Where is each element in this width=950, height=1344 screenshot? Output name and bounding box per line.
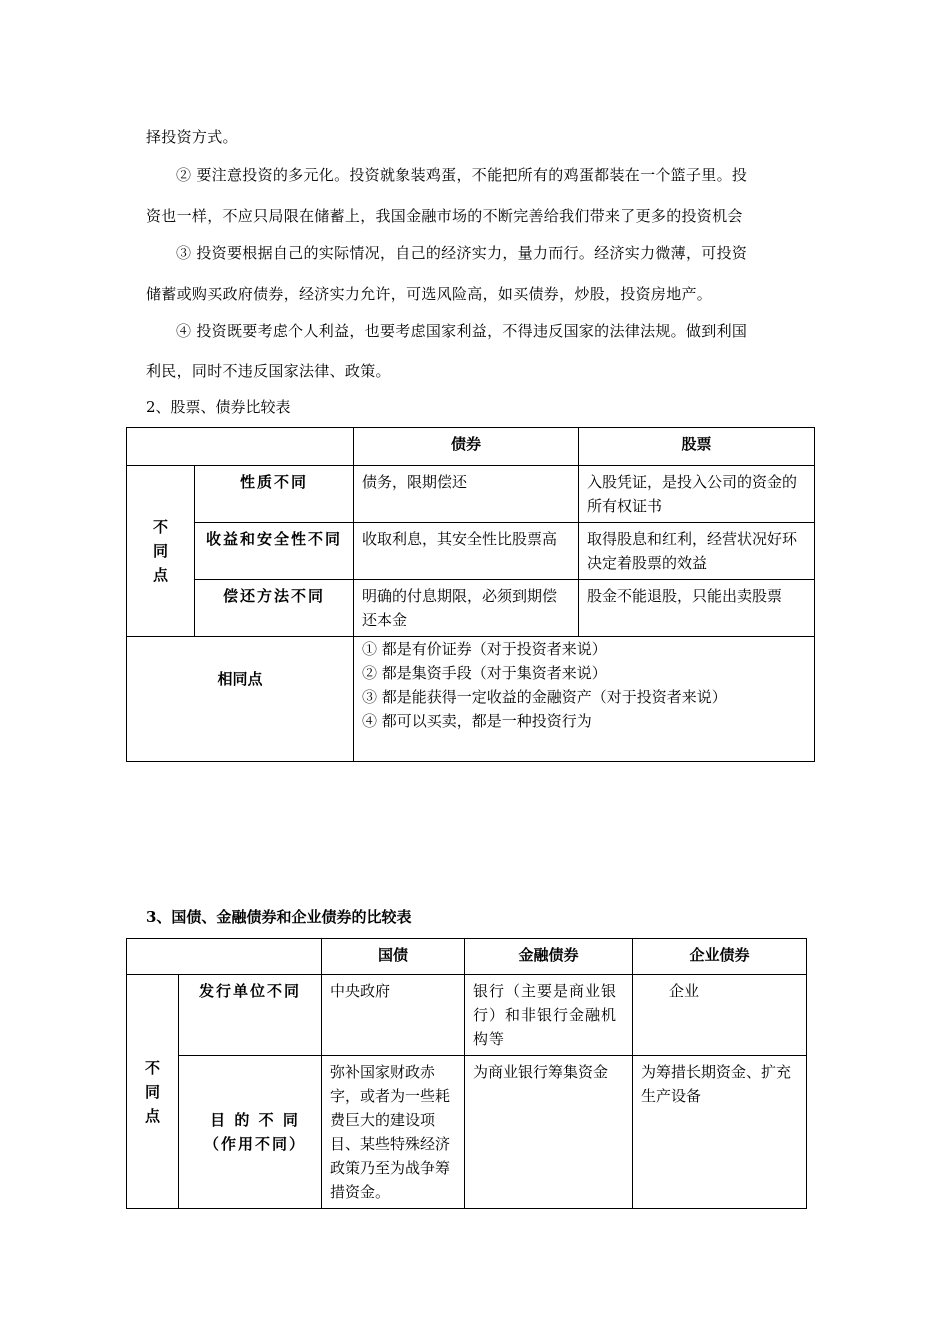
table-cell: 中央政府 bbox=[322, 975, 465, 1056]
table-cell: 取得股息和红利，经营状况好环决定着股票的效益 bbox=[579, 523, 815, 580]
same-points-label: 相同点 bbox=[127, 637, 354, 762]
table-cell: 企业 bbox=[633, 975, 807, 1056]
table-cell: 入股凭证，是投入公司的资金的所有权证书 bbox=[579, 466, 815, 523]
header-fin-bond: 金融债券 bbox=[465, 939, 633, 975]
same-points-list bbox=[354, 637, 815, 762]
table-cell: 收取利息，其安全性比股票高 bbox=[354, 523, 579, 580]
row-label: 目 的 不 同（作用不同） bbox=[179, 1056, 322, 1209]
row-label: 发行单位不同 bbox=[179, 975, 322, 1056]
stock-bond-table bbox=[126, 427, 815, 762]
list-item: ① 都是有价证券（对于投资者来说） bbox=[362, 640, 607, 658]
table-cell: 股金不能退股，只能出卖股票 bbox=[579, 580, 815, 637]
group-label-differences: 不 同 点 bbox=[127, 975, 179, 1209]
header-corp-bond: 企业债券 bbox=[633, 939, 807, 975]
group-label-differences: 不 同 点 bbox=[127, 466, 195, 637]
table1-heading: 2、股票、债券比较表 bbox=[146, 398, 291, 416]
row-label: 性质不同 bbox=[195, 466, 354, 523]
paragraph-line: ④ 投资既要考虑个人利益，也要考虑国家利益，不得违反国家的法律法规。做到利国 bbox=[176, 322, 748, 340]
paragraph-line: 利民，同时不违反国家法律、政策。 bbox=[146, 362, 391, 380]
paragraph-line: ② 要注意投资的多元化。投资就象装鸡蛋，不能把所有的鸡蛋都装在一个篮子里。投 bbox=[176, 166, 748, 184]
row-label: 收益和安全性不同 bbox=[195, 523, 354, 580]
list-item: ③ 都是能获得一定收益的金融资产（对于投资者来说） bbox=[362, 688, 727, 706]
row-label: 偿还方法不同 bbox=[195, 580, 354, 637]
paragraph-line: ③ 投资要根据自己的实际情况，自己的经济实力，量力而行。经济实力微薄，可投资 bbox=[176, 244, 748, 262]
table-cell: 为筹措长期资金、扩充生产设备 bbox=[633, 1056, 807, 1209]
paragraph-line: 储蓄或购买政府债券，经济实力允许，可选风险高，如买债券，炒股，投资房地产。 bbox=[146, 285, 713, 303]
header-gov-bond: 国债 bbox=[322, 939, 465, 975]
table-cell: 弥补国家财政赤字，或者为一些耗费巨大的建设项目、某些特殊经济政策乃至为战争筹措资金。 bbox=[322, 1056, 465, 1209]
table-cell: 银行（主要是商业银行）和非银行金融机构等 bbox=[465, 975, 633, 1056]
header-empty-cell bbox=[127, 428, 354, 466]
header-empty-cell bbox=[127, 939, 322, 975]
paragraph-line: 择投资方式。 bbox=[146, 128, 238, 146]
table2-heading: 3、国债、金融债券和企业债券的比较表 bbox=[146, 908, 412, 926]
table-cell: 明确的付息期限，必须到期偿还本金 bbox=[354, 580, 579, 637]
table-cell: 债务，限期偿还 bbox=[354, 466, 579, 523]
list-item: ④ 都可以买卖，都是一种投资行为 bbox=[362, 712, 592, 730]
paragraph-line: 资也一样，不应只局限在储蓄上，我国金融市场的不断完善给我们带来了更多的投资机会 bbox=[146, 207, 743, 225]
header-bond: 债券 bbox=[354, 428, 579, 466]
list-item: ② 都是集资手段（对于集资者来说） bbox=[362, 664, 607, 682]
bond-types-table bbox=[126, 938, 807, 1209]
header-stock: 股票 bbox=[579, 428, 815, 466]
table-cell: 为商业银行筹集资金 bbox=[465, 1056, 633, 1209]
